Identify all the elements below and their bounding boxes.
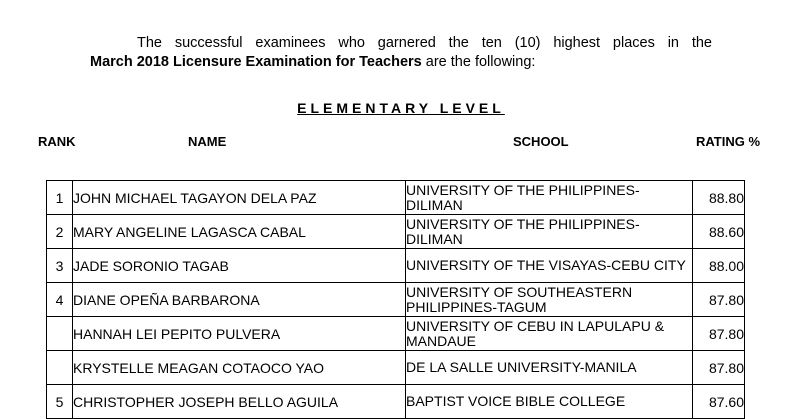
school-cell: BAPTIST VOICE BIBLE COLLEGE xyxy=(406,385,693,419)
intro-paragraph xyxy=(90,34,712,72)
school-cell: DE LA SALLE UNIVERSITY-MANILA xyxy=(406,351,693,385)
rank-cell: 5 xyxy=(47,385,73,419)
rank-cell: 2 xyxy=(47,215,73,249)
school-cell: UNIVERSITY OF THE PHILIPPINES-DILIMAN xyxy=(406,215,693,249)
table-row xyxy=(47,249,745,283)
section-title-text: ELEMENTARY LEVEL xyxy=(297,100,505,116)
rank-cell: 1 xyxy=(47,181,73,215)
rating-cell: 88.80 xyxy=(693,181,745,215)
table-row xyxy=(47,317,745,351)
school-cell: UNIVERSITY OF THE PHILIPPINES-DILIMAN xyxy=(406,181,693,215)
table-row xyxy=(47,283,745,317)
school-cell: UNIVERSITY OF CEBU IN LAPULAPU & MANDAUE xyxy=(406,317,693,351)
name-cell: MARY ANGELINE LAGASCA CABAL xyxy=(73,215,406,249)
intro-line-1: The successful examinees who garnered the ten (10) highest places in the xyxy=(137,35,712,51)
rank-cell: 3 xyxy=(47,249,73,283)
column-header-rating: RATING % xyxy=(696,134,761,149)
column-header-school: SCHOOL xyxy=(513,134,569,149)
school-cell: UNIVERSITY OF SOUTHEASTERN PHILIPPINES-TAGUM xyxy=(406,283,693,317)
column-header-name: NAME xyxy=(188,134,227,149)
rank-cell xyxy=(47,317,73,351)
name-cell: JADE SORONIO TAGAB xyxy=(73,249,406,283)
name-cell: JOHN MICHAEL TAGAYON DELA PAZ xyxy=(73,181,406,215)
table-row xyxy=(47,215,745,249)
table-row xyxy=(47,385,745,419)
intro-line-2-suffix: are the following: xyxy=(421,54,536,70)
table-row xyxy=(47,351,745,385)
table-row xyxy=(47,181,745,215)
rank-cell: 4 xyxy=(47,283,73,317)
name-cell: DIANE OPEÑA BARBARONA xyxy=(73,283,406,317)
results-table xyxy=(46,180,745,419)
exam-name: March 2018 Licensure Examination for Teachers xyxy=(90,54,422,70)
intro-line-2 xyxy=(90,53,712,72)
section-title xyxy=(0,100,798,116)
name-cell: KRYSTELLE MEAGAN COTAOCO YAO xyxy=(73,351,406,385)
name-cell: HANNAH LEI PEPITO PULVERA xyxy=(73,317,406,351)
school-cell: UNIVERSITY OF THE VISAYAS-CEBU CITY xyxy=(406,249,693,283)
rating-cell: 88.60 xyxy=(693,215,745,249)
rating-cell: 87.80 xyxy=(693,317,745,351)
rank-cell xyxy=(47,351,73,385)
rating-cell: 87.80 xyxy=(693,351,745,385)
rating-cell: 87.80 xyxy=(693,283,745,317)
column-header-rank: RANK xyxy=(38,134,76,149)
rating-cell: 88.00 xyxy=(693,249,745,283)
rating-cell: 87.60 xyxy=(693,385,745,419)
name-cell: CHRISTOPHER JOSEPH BELLO AGUILA xyxy=(73,385,406,419)
